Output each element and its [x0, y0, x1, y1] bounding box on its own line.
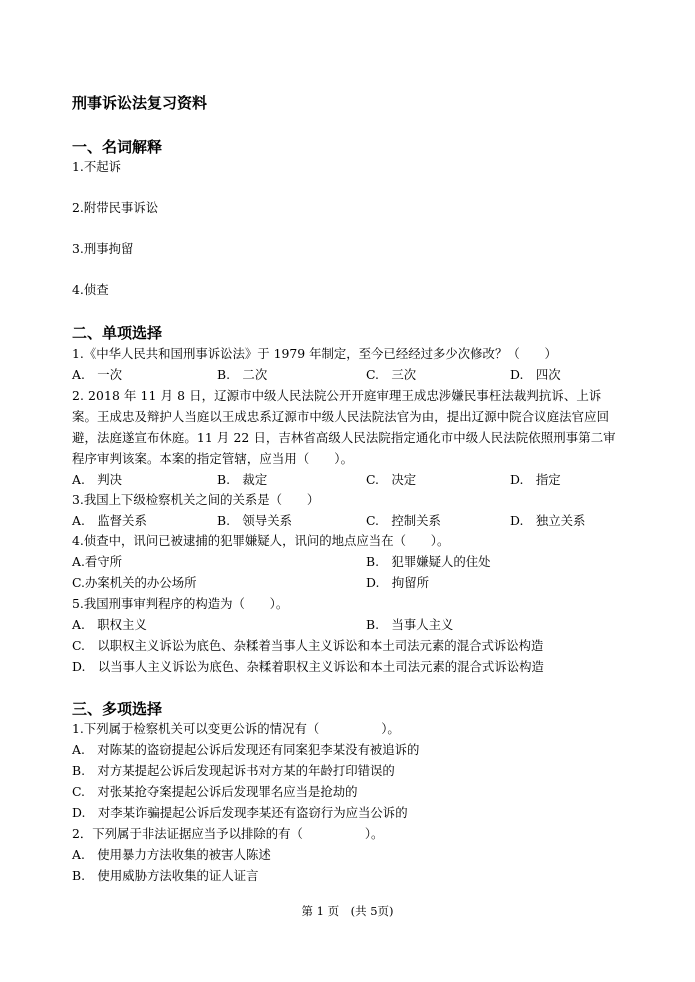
option-c: C.办案机关的办公场所	[72, 575, 197, 590]
option-d: D. 拘留所	[366, 575, 429, 590]
option-c: C. 三次	[366, 367, 417, 382]
option-b: B. 二次	[217, 367, 268, 382]
option-a: A. 职权主义	[72, 617, 147, 632]
option-b: B. 使用威胁方法收集的证人证言	[72, 868, 259, 883]
option-d: D. 四次	[510, 367, 561, 382]
page-footer: 第 1 页 (共 5页)	[301, 904, 394, 918]
option-a: A. 对陈某的盗窃提起公诉后发现还有同案犯李某没有被追诉的	[72, 742, 420, 757]
option-a: A. 判决	[72, 472, 123, 487]
question-stem: 3.我国上下级检察机关之间的关系是（ ）	[72, 492, 320, 507]
option-c: C. 控制关系	[366, 513, 441, 528]
option-d: D. 以当事人主义诉讼为底色、杂糅着职权主义诉讼和本土司法元素的混合式诉讼构造	[72, 659, 544, 674]
option-a: A. 一次	[72, 367, 123, 382]
option-c: C. 决定	[366, 472, 417, 487]
section-heading-multiple-choice: 三、多项选择	[72, 700, 163, 718]
option-b: B. 对方某提起公诉后发现起诉书对方某的年龄打印错误的	[72, 763, 395, 778]
option-b: B. 领导关系	[217, 513, 292, 528]
option-d: D. 对李某诈骗提起公诉后发现李某还有盗窃行为应当公诉的	[72, 805, 408, 820]
question-stem: 4.侦查中，讯问已被逮捕的犯罪嫌疑人，讯问的地点应当在（ ）。	[72, 533, 450, 548]
question-stem: 2．下列属于非法证据应当予以排除的有（ ）。	[72, 826, 384, 841]
section-heading-single-choice: 二、单项选择	[72, 324, 163, 342]
option-b: B. 犯罪嫌疑人的住处	[366, 554, 491, 569]
option-a: A. 监督关系	[72, 513, 147, 528]
question-stem: 1.下列属于检察机关可以变更公诉的情况有（ ）。	[72, 721, 400, 736]
term-item: 4.侦查	[72, 282, 109, 297]
section-heading-terms: 一、名词解释	[72, 138, 163, 156]
question-stem: 1.《中华人民共和国刑事诉讼法》于 1979 年制定，至今已经经过多少次修改？（ ）	[72, 346, 557, 361]
option-d: D. 指定	[510, 472, 561, 487]
term-item: 2.附带民事诉讼	[72, 200, 159, 215]
option-c: C. 以职权主义诉讼为底色、杂糅着当事人主义诉讼和本土司法元素的混合式诉讼构造	[72, 638, 544, 653]
option-c: C. 对张某抢夺案提起公诉后发现罪名应当是抢劫的	[72, 784, 358, 799]
option-a: A.看守所	[72, 554, 123, 569]
question-stem: 5.我国刑事审判程序的构造为（ ）。	[72, 596, 289, 611]
document-title: 刑事诉讼法复习资料	[72, 94, 208, 112]
option-a: A. 使用暴力方法收集的被害人陈述	[72, 847, 271, 862]
option-d: D. 独立关系	[510, 513, 586, 528]
option-b: B. 当事人主义	[366, 617, 454, 632]
term-item: 1.不起诉	[72, 159, 121, 174]
term-item: 3.刑事拘留	[72, 241, 134, 256]
question-stem: 2. 2018 年 11 月 8 日，辽源市中级人民法院公开开庭审理王成忠涉嫌民事枉法裁判抗诉、上诉案。王成忠及辩护人当庭以王成忠系辽源市中级人民法院法官为由，提出辽源中院合议庭法官应回避，法庭遂宣布休庭。11 月 22 日，吉林省高级人民法院指定通化市中级人民法院依照刑事第二审程序审判该案。本案的指定管辖，应当用（ ）。	[72, 388, 616, 466]
option-b: B. 裁定	[217, 472, 268, 487]
